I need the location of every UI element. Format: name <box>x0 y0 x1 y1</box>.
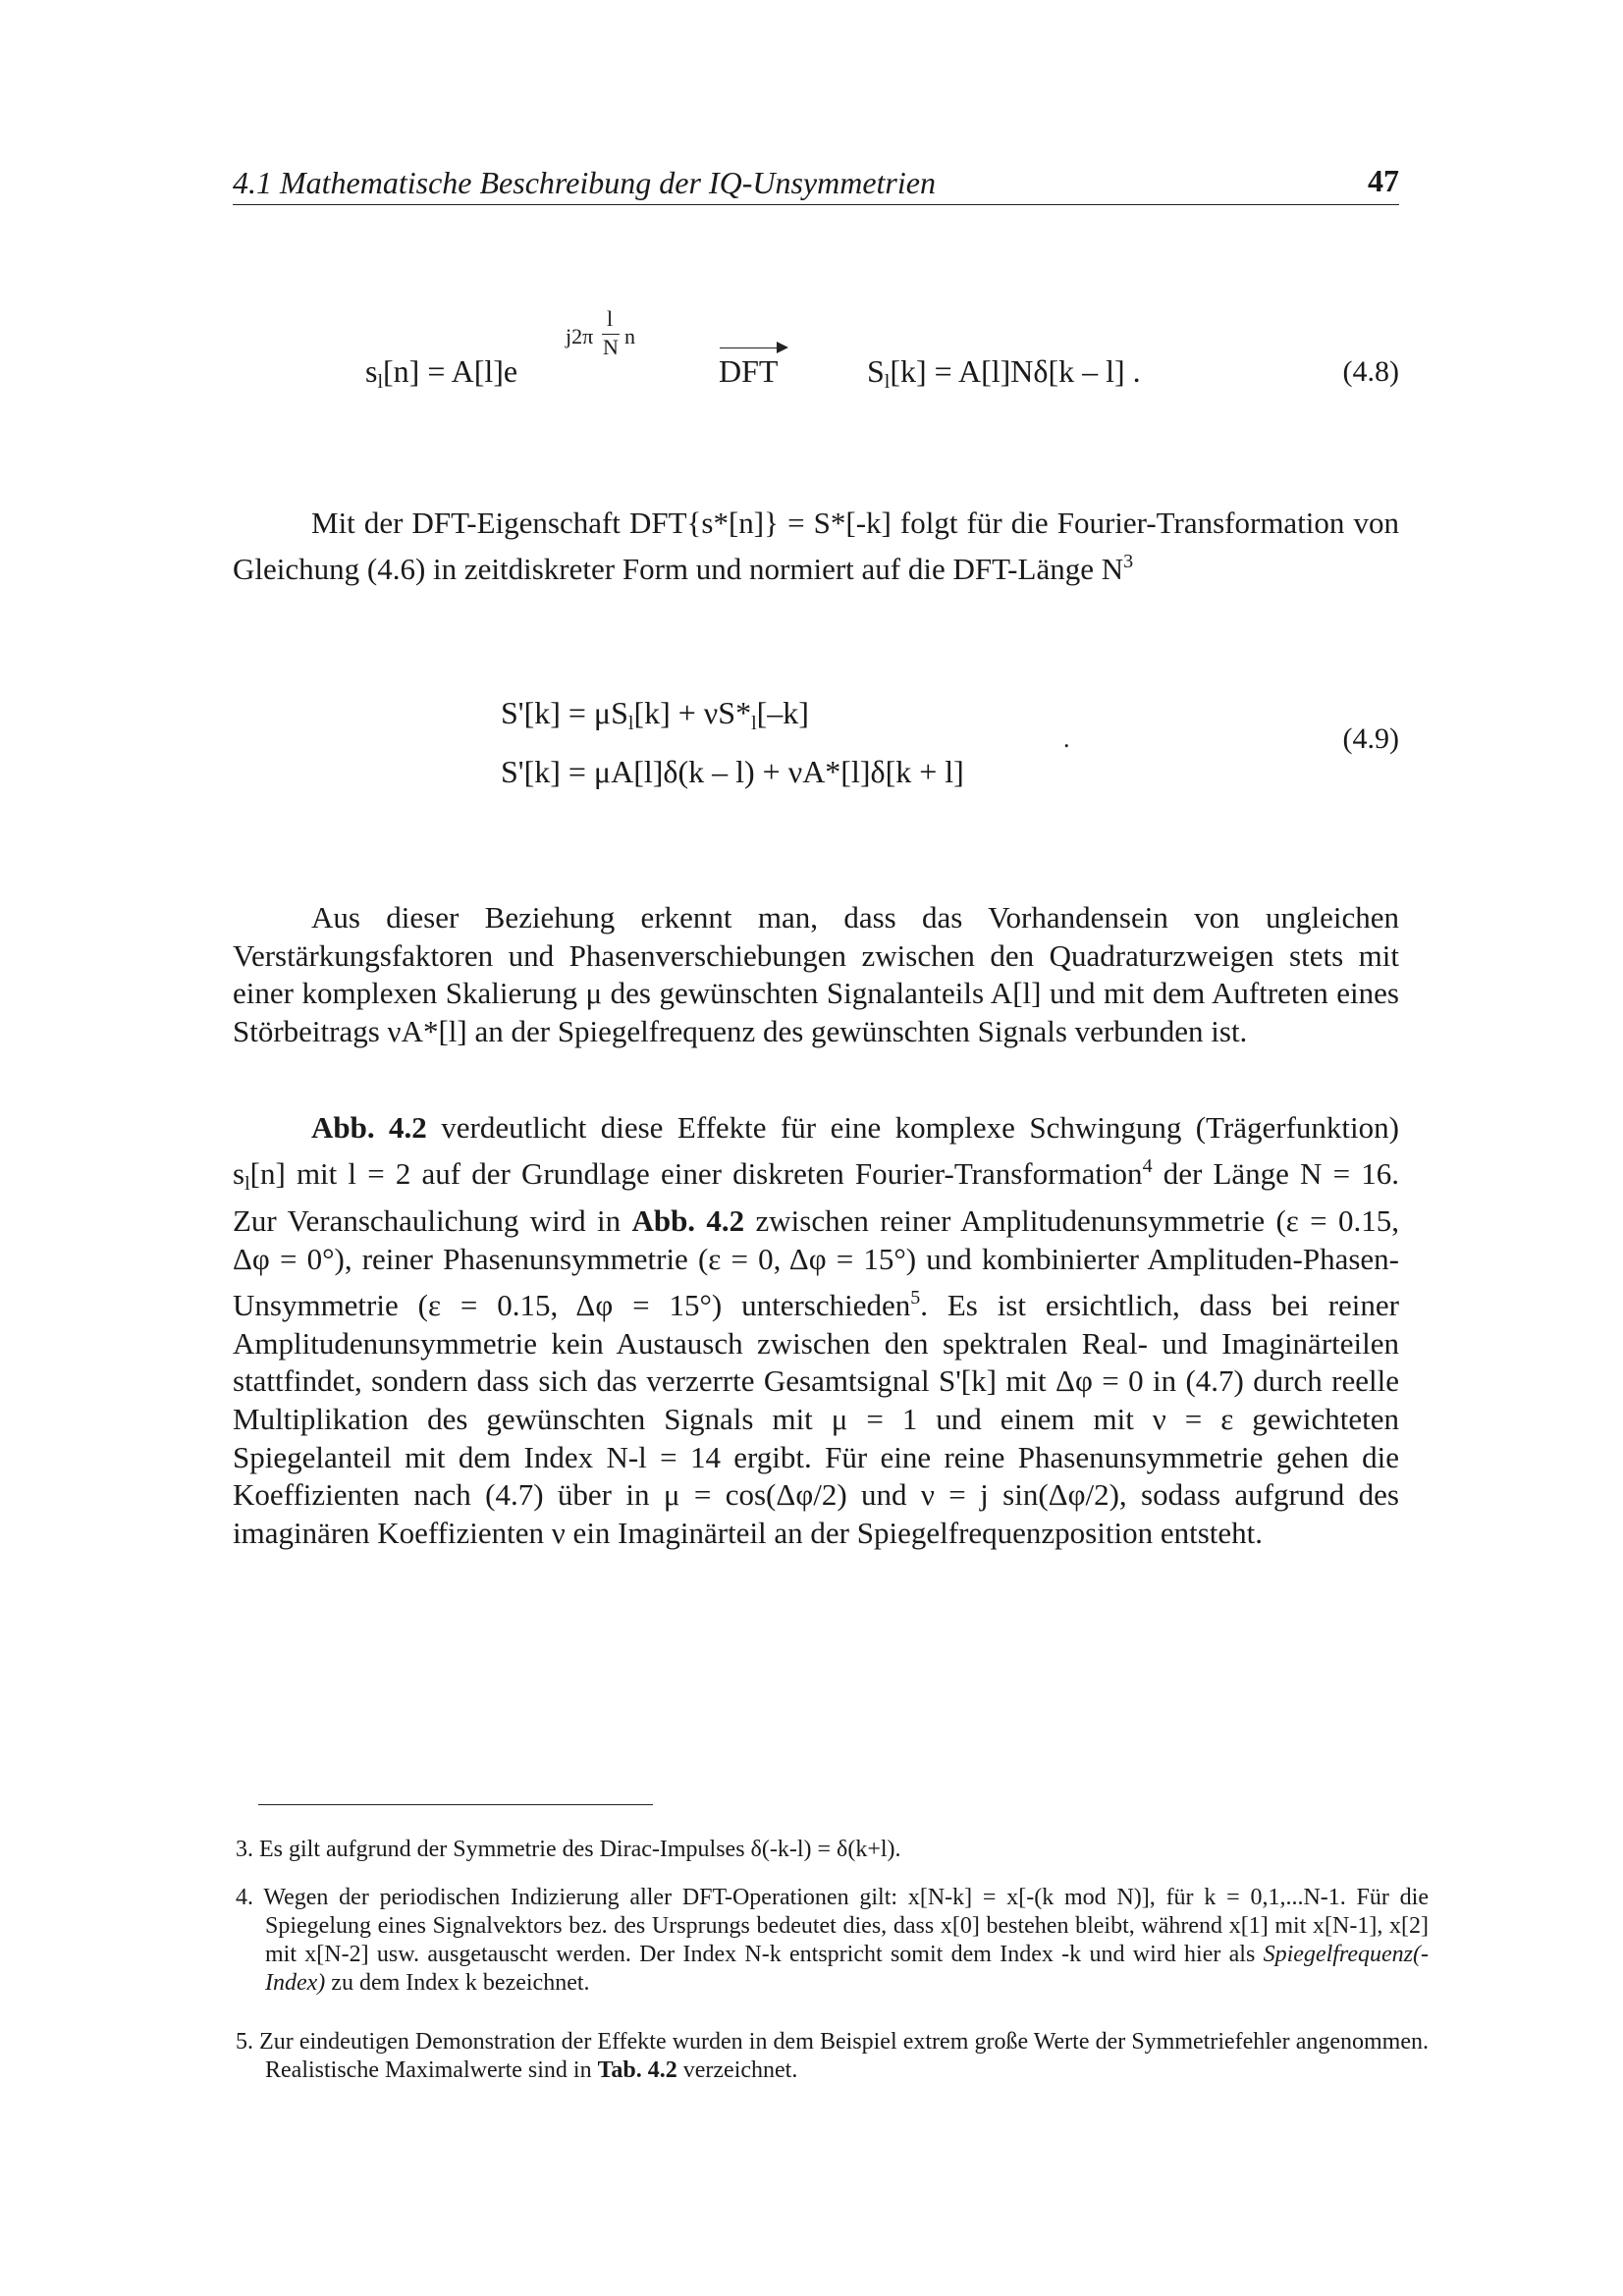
footnote-rule <box>258 1804 653 1805</box>
eq48-arrow-head <box>777 342 788 353</box>
footnote-4: 4. Wegen der periodischen Indizierung aller DFT-Operationen gilt: x[N-k] = x[-(k mod N)], für k = 0,1,...N-1. Für die Spiegelung eines Signalvektors bez. des Ursprungs bedeutet dies, dass x[0] bestehen bleibt, während x[1] mit x[N-1], x[2] mit x[N-2] usw. ausgetauscht werden. Der Index N-k entspricht somit dem Index -k und wird hier als Spiegelfrequenz(-Index) zu dem Index k bezeichnet. <box>236 1885 1429 1996</box>
paragraph-figure-discussion: Abb. 4.2 verdeutlicht diese Effekte für eine komplexe Schwingung (Trägerfunktion) $s_l[n]$ mit l = 2 auf der Grundlage einer diskreten Fourier-Transformation$^4$ der Länge N = 16. Zur Veranschaulichung wird in Abb. 4.2 zwischen reiner Amplitudenunsymmetrie (ε = 0.15, Δφ = 0°), reiner Phasenunsymmetrie (ε = 0, Δφ = 15°) und kombinierter Amplituden-Phasen-Unsymmetrie (ε = 0.15, Δφ = 15°) unterschieden$^5$. Es ist ersichtlich, dass bei reiner Amplitudenunsymmetrie kein Austausch zwischen den spektralen Real- und Imaginärteilen stattfindet, sondern dass sich das verzerrte Gesamtsignal S'[k] mit Δφ = 0 in (4.7) durch reelle Multiplikation des gewünschten Signals mit μ = 1 und einem mit ν = ε gewichteten Spiegelanteil mit dem Index N-l = 14 ergibt. Für eine reine Phasenunsymmetrie gehen die Koeffizienten nach (4.7) über in μ = cos(Δφ/2) und ν = j sin(Δφ/2), sodass aufgrund des imaginären Koeffizienten ν ein Imaginärteil an der Spiegelfrequenzposition entsteht. <box>233 1110 1400 1551</box>
footnote-3: 3. Es gilt aufgrund der Symmetrie des Dirac-Impulses δ(-k-l) = δ(k+l). <box>236 1837 901 1862</box>
page-number: 47 <box>1368 163 1399 198</box>
eq48-arrow-line <box>720 347 779 348</box>
eq48-exp-suffix: n <box>624 324 635 348</box>
figure-ref-2: Abb. 4.2 <box>631 1203 745 1239</box>
eq49-line2: S'[k] = μA[l]δ(k – l) + νA*[l]δ[k + l] <box>501 754 964 789</box>
eq48-number: (4.8) <box>1342 355 1399 388</box>
eq49-line1: $S'[k] = \mu S_l[k] + \nu S*_l[-k]$ <box>501 695 809 734</box>
eq49-dot: . <box>1063 724 1070 753</box>
eq48-exp-prefix: j2π <box>566 324 594 348</box>
eq48-lhs: $s_l[n] = A[l]e$ <box>365 353 518 393</box>
figure-ref-1: Abb. 4.2 <box>311 1110 427 1145</box>
paragraph-dft-property: Mit der DFT-Eigenschaft DFT{s*[n]} = S*[-k] folgt für die Fourier-Transformation von Gleichung (4.6) in zeitdiskreter Form und normiert auf die DFT-Länge $N^3$ <box>233 506 1399 586</box>
footnote-5: 5. Zur eindeutigen Demonstration der Effekte wurden in dem Beispiel extrem große Werte der Symmetriefehler angenommen. Realistische Maximalwerte sind in Tab. 4.2 verzeichnet. <box>236 2029 1429 2083</box>
eq48-rhs: $S_l[k] = A[l]N\delta[k - l]$ . <box>867 353 1141 393</box>
header-rule <box>233 204 1399 205</box>
eq49-number: (4.9) <box>1342 722 1399 755</box>
paragraph-interpretation: Aus dieser Beziehung erkennt man, dass das Vorhandensein von ungleichen Verstärkungsfaktoren und Phasenverschiebungen zwischen den Quadraturzweigen stets mit einer komplexen Skalierung μ des gewünschten Signalanteils A[l] und mit dem Auftreten eines Störbeitrags νA*[l] an der Spiegelfrequenz des gewünschten Signals verbunden ist. <box>233 900 1399 1049</box>
eq48-exp-num: l <box>607 306 614 331</box>
eq48-operator: DFT <box>719 353 779 389</box>
eq48-exp-den: N <box>603 335 619 359</box>
running-header-title: 4.1 Mathematische Beschreibung der IQ-Unsymmetrien <box>233 165 936 200</box>
